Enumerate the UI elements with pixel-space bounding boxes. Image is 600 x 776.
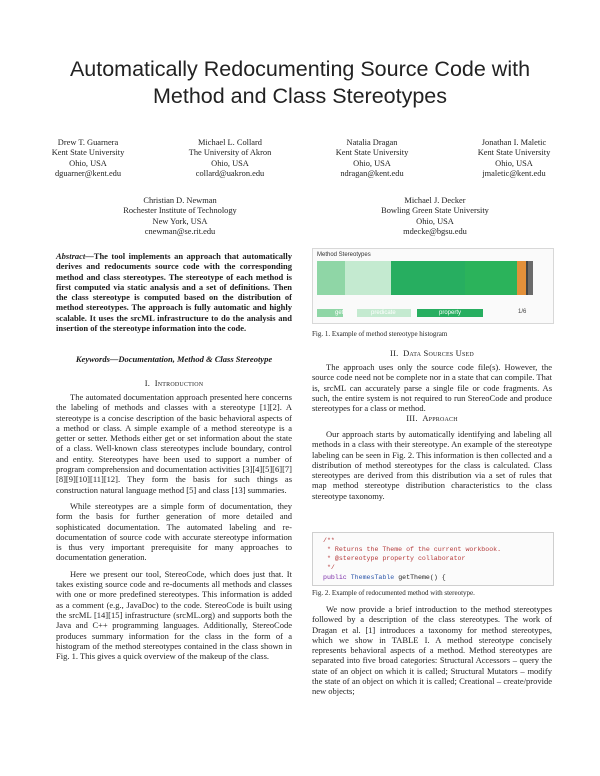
author-block — [18, 138, 158, 179]
author-affiliation: Kent State University — [51, 148, 125, 158]
author-block — [90, 196, 270, 237]
paragraph: We now provide a brief introduction to the method stereotypes followed by a description of the class stereotypes. The work of Dragan et al. [1] introduces a taxonomy for method stereotypes, which we show in TABLE I. A method stereotype concisely represents behavioral aspects of a method. Method stereotypes are separated into five broad categories: Structural Accessors – query the state of an object on which it is called; Structural Mutators – modify the state of an object on which it is called; Creational – create/provide new objects; — [312, 604, 552, 697]
abstract-text: —The tool implements an approach that automatically derives and redocuments source code with the corresponding method and class stereotypes. The stereotype of each method is first computed via static analysis and a set of definitions. Then the class stereotype is computed based on the distribution of method stereotypes. The approach is fully automatic and highly scalable. It uses the srcML infrastructure to do the analysis and insertion of the stereotype information into the code. — [56, 251, 292, 334]
author-email: dguarner@kent.edu — [54, 168, 122, 178]
author-email: collard@uakron.edu — [195, 168, 265, 178]
histogram-segment — [391, 261, 465, 295]
section-heading-data-sources — [312, 348, 552, 358]
histogram-segment — [345, 261, 391, 295]
code-line: * Returns the Theme of the current workbook. — [323, 546, 502, 553]
paragraph: Our approach starts by automatically identifying and labeling all methods in a class with their stereotype. An example of the stereotype labeling can be seen in Fig. 2. This information is then collected and a distribution of method stereotypes for the class is calculated. Class stereotypes are derived from this distribution via a set of rules that map method stereotype distribution characteristics to the class stereotype taxonomy. — [312, 429, 552, 501]
code-line: /** — [323, 537, 335, 544]
author-email: cnewman@se.rit.edu — [144, 226, 216, 236]
code-line: * @stereotype property collaborator — [323, 555, 466, 562]
section-number: I. — [144, 378, 151, 388]
section-heading-approach — [312, 413, 552, 423]
figure-2-caption: Fig. 2. Example of redocumented method with stereotype. — [312, 589, 475, 597]
author-name: Drew T. Guarnera — [57, 138, 119, 147]
author-location: Ohio, USA — [211, 158, 249, 168]
stereotype-histogram — [312, 248, 554, 324]
author-affiliation: Rochester Institute of Technology — [123, 206, 237, 216]
title-line: Automatically Redocumenting Source Code with — [69, 57, 531, 81]
abstract-lead: Abstract — [56, 251, 86, 261]
paragraph: While stereotypes are a simple form of documentation, they form the basis for further generation of more detailed and sophisticated documentation. The automated labeling and re-documentation of source code with accurate stereotype information is thus very important prerequisite for many approaches to documentation generation. — [56, 500, 292, 563]
histogram-title: Method Stereotypes — [317, 252, 371, 258]
section-title: Introduction — [154, 378, 204, 388]
author-location: Ohio, USA — [353, 158, 391, 168]
author-affiliation: Kent State University — [335, 148, 409, 158]
author-name: Michael J. Decker — [404, 196, 466, 205]
figure-1-caption: Fig. 1. Example of method stereotype histogram — [312, 330, 448, 338]
histogram-segment — [528, 261, 533, 295]
code-signature — [323, 573, 446, 583]
histogram-segment — [517, 261, 526, 295]
paper-title — [40, 56, 560, 110]
author-location: Ohio, USA — [69, 158, 107, 168]
abstract — [56, 251, 292, 333]
paragraph: The approach uses only the source code file(s). However, the source code need not be complete nor in a state that can compile. That is, srcML can accurately parse a single file or code fragments. As such, the entire system is not required to run StereoCode and produce stereotypes for a class or method. — [312, 362, 552, 414]
author-affiliation: Kent State University — [477, 148, 551, 158]
code-sample — [312, 532, 554, 586]
author-affiliation: Bowling Green State University — [381, 206, 489, 216]
legend-label: predicate — [371, 310, 396, 316]
approach-body — [312, 429, 552, 501]
author-email: ndragan@kent.edu — [340, 168, 404, 178]
keywords: Keywords—Documentation, Method & Class Stereotype — [75, 354, 273, 364]
author-block — [345, 196, 525, 237]
author-affiliation: The University of Akron — [188, 148, 272, 158]
code-method: getTheme() { — [398, 574, 446, 581]
author-location: Ohio, USA — [416, 216, 454, 226]
section-number: III. — [406, 413, 418, 423]
author-name: Jonathan I. Maletic — [481, 138, 547, 147]
data-sources-body — [312, 362, 552, 413]
author-email: mdecke@bgsu.edu — [403, 226, 467, 236]
section-heading-introduction — [56, 378, 292, 388]
title-line: Method and Class Stereotypes — [153, 84, 447, 108]
legend-label: get — [335, 310, 344, 316]
author-name: Natalia Dragan — [346, 138, 398, 147]
paragraph: The automated documentation approach presented here concerns the labeling of methods and classes with a stereotype [1][2]. A stereotype is a concise description of the basic behavioral aspects of a method or class. A simple example of a method stereotype is a getter or setter. Methods either get or set information about the state of a class. Well-known class stereotypes include boundary, control and entity. Stereotypes have been used to support a number of program comprehension and documentation activities [3][4][5][6][7][8][9][10][11][12]. They form the basis for such things as construction natural language method [5] and class [13] summaries. — [56, 392, 292, 495]
legend-label: property — [439, 310, 462, 316]
author-location: Ohio, USA — [495, 158, 533, 168]
code-line: */ — [323, 564, 335, 571]
code-type: ThemesTable — [350, 574, 395, 581]
code-keyword: public — [323, 574, 347, 581]
author-block — [302, 138, 442, 179]
author-name: Christian D. Newman — [143, 196, 217, 205]
author-name: Michael L. Collard — [198, 138, 262, 147]
stereotype-intro-body — [312, 604, 552, 697]
histogram-segment — [465, 261, 516, 295]
author-block — [444, 138, 584, 179]
intro-body — [56, 392, 292, 661]
section-number: II. — [390, 348, 399, 358]
section-title: Data Sources Used — [403, 348, 474, 358]
author-location: New York, USA — [152, 216, 208, 226]
histogram-segment — [317, 261, 345, 295]
author-email: jmaletic@kent.edu — [482, 168, 546, 178]
histogram-count-label: 1/6 — [518, 309, 527, 315]
paragraph: Here we present our tool, StereoCode, which does just that. It takes existing source code and re-documents all methods and classes with one or more predefined stereotypes. This information is added as a comment (e.g., JavaDoc) to the code. StereoCode is built using the srcML [14][15] infrastructure (srcML.org) and supports both the Java and C++ programming languages. Additionally, StereoCode produces summary information for the class in the form of a histogram of the method stereotypes contained in the class shown in Fig. 1. This gives a quick overview of the makeup of the class. — [56, 568, 292, 662]
section-title: Approach — [422, 413, 458, 423]
author-block — [160, 138, 300, 179]
